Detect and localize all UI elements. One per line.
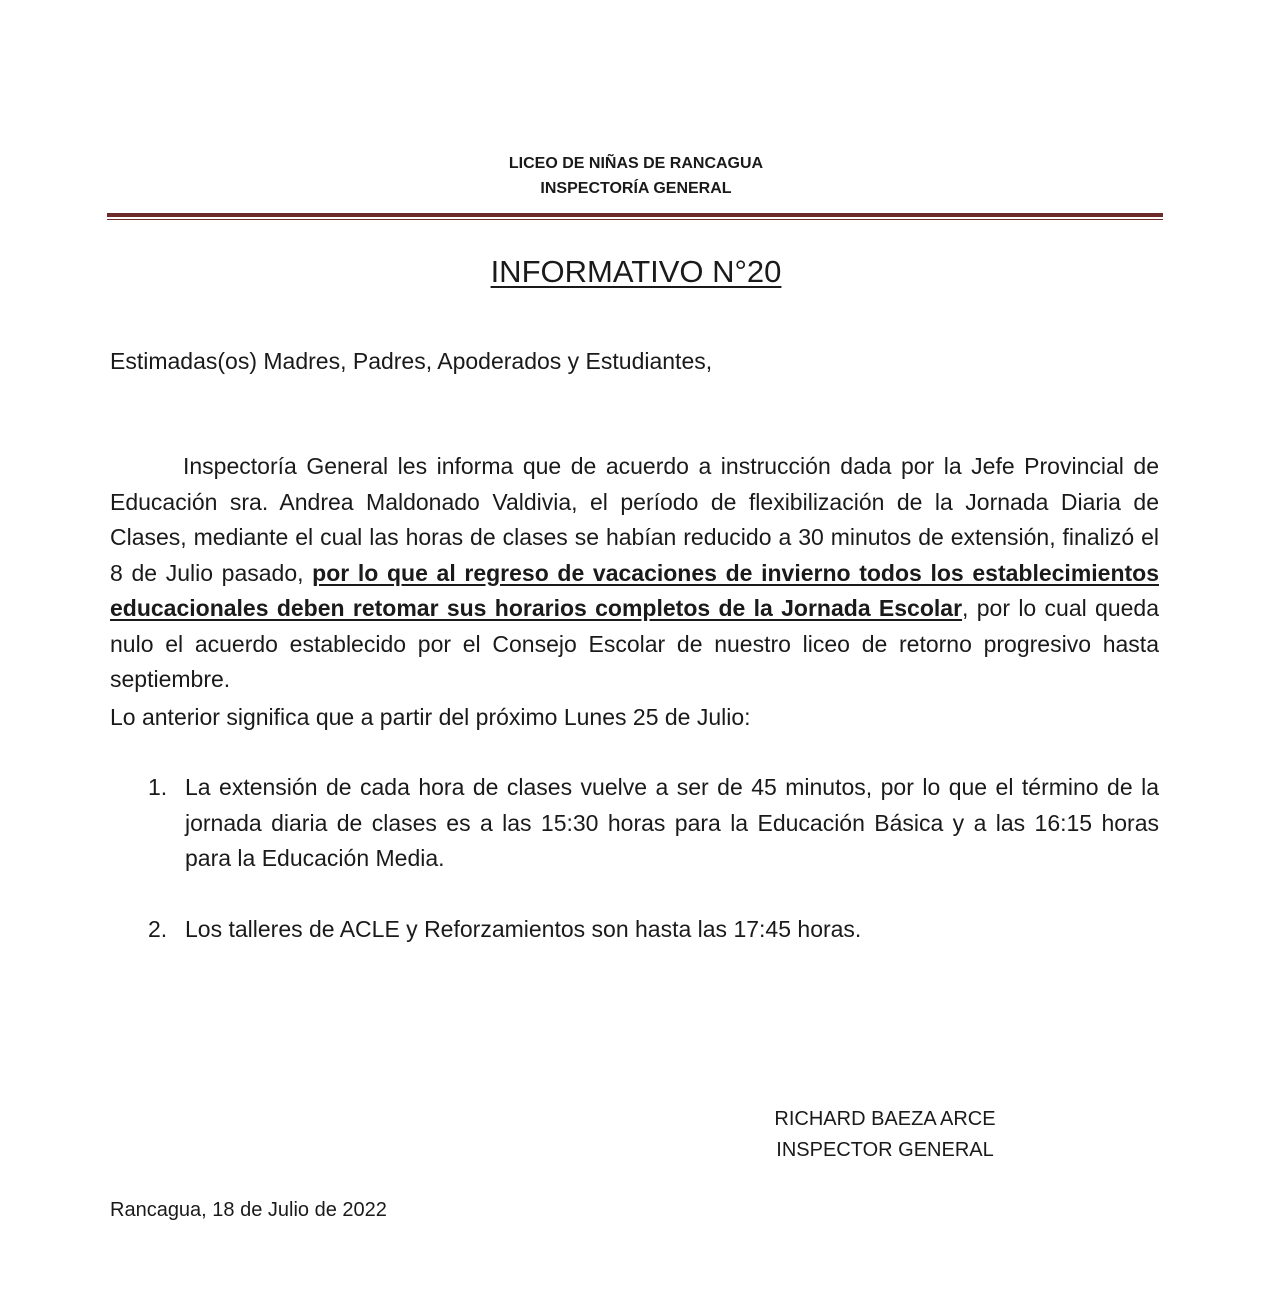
signatory-name: RICHARD BAEZA ARCE — [774, 1108, 996, 1130]
list-item-number: 2. — [148, 916, 168, 942]
document-header — [0, 151, 1272, 201]
signature-block — [760, 1104, 1010, 1166]
school-name: LICEO DE NIÑAS DE RANCAGUA — [508, 155, 764, 172]
list-item-text: Los talleres de ACLE y Reforzamientos son hasta las 17:45 horas. — [185, 916, 862, 942]
signatory-role: INSPECTOR GENERAL — [776, 1139, 994, 1161]
document-date: Rancagua, 18 de Julio de 2022 — [110, 1199, 387, 1221]
list-item — [110, 912, 1159, 948]
greeting: Estimadas(os) Madres, Padres, Apoderados y Estudiantes, — [110, 348, 713, 374]
body-paragraph — [110, 449, 1159, 698]
body-text-after: , por lo cual queda nulo el acuerdo establecido por el Consejo Escolar de nuestro liceo de retorno progresivo hasta septiembre. — [110, 595, 1160, 692]
body-text-before: Inspectoría General les informa que de acuerdo a instrucción dada por la Jefe Provincial de Educación sra. Andrea Maldonado Valdivia, el período de flexibilización de la Jornada Diaria de Clases, mediante el cual las horas de clases se habían reducido a 30 minutos de extensión, finalizó el 8 de Julio pasado, — [110, 453, 1159, 586]
list-item-text: La extensión de cada hora de clases vuelve a ser de 45 minutos, por lo que el término de la jornada diaria de clases es a las 15:30 horas para la Educación Básica y a las 16:15 horas para la Educación Media. — [185, 774, 1159, 871]
header-divider-thick — [107, 213, 1163, 217]
title-text: INFORMATIVO N°20 — [490, 254, 782, 289]
list-intro: Lo anterior significa que a partir del próximo Lunes 25 de Julio: — [110, 704, 751, 730]
body-emphasis: por lo que al regreso de vacaciones de invierno todos los establecimientos educacionales deben retomar sus horarios completos de la Jornada Escolar — [110, 559, 1159, 621]
header-divider-thin — [107, 219, 1163, 220]
list-item-number: 1. — [148, 774, 168, 800]
document-title — [0, 253, 1272, 291]
list-item — [110, 770, 1159, 877]
department-name: INSPECTORÍA GENERAL — [540, 180, 732, 197]
